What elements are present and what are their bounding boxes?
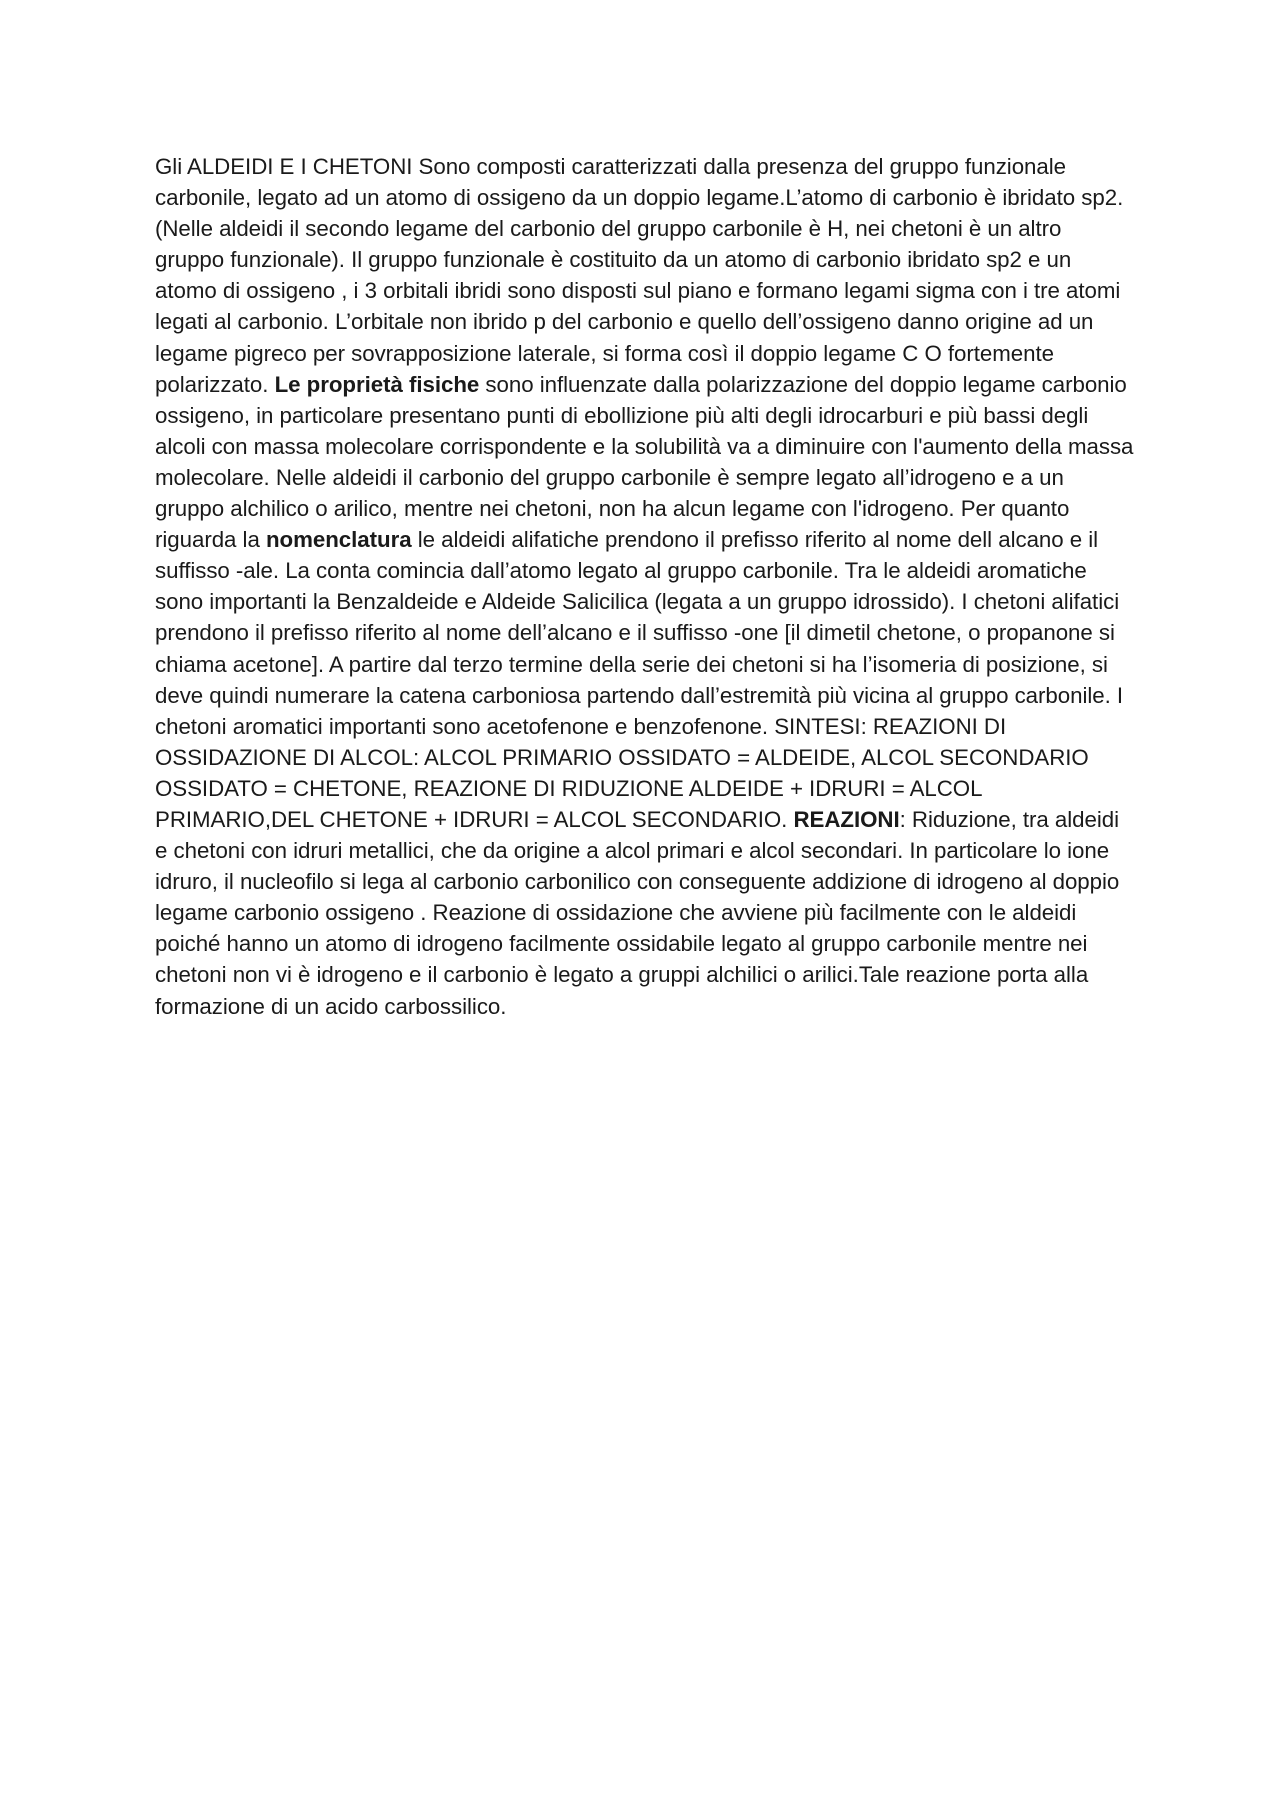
text-segment: : Riduzione, tra aldeidi e chetoni con idruri metallici, che da origine a alcol primari e alcol secondari. In particolare lo ione idruro, il nucleofilo si lega al carbonio carbonilico con conseguente addizione di idrogeno al doppio legame carbonio ossigeno . Reazione di ossidazione che avviene più facilmente con le aldeidi poiché hanno un atomo di idrogeno facilmente ossidabile legato al gruppo carbonile mentre nei chetoni non vi è idrogeno e il carbonio è legato a gruppi alchilici o arilici.Tale reazione porta alla formazione di un acido carbossilico.	[155, 806, 1120, 1019]
text-segment: Gli ALDEIDI E I CHETONI Sono composti caratterizzati dalla presenza del gruppo funzionale carbonile, legato ad un atomo di ossigeno da un doppio legame.L’atomo di carbonio è ibridato sp2. (Nelle aldeidi il secondo legame del carbonio del gruppo carbonile è H, nei chetoni è un altro gruppo funzionale). Il gruppo funzionale è costituito da un atomo di carbonio ibridato sp2 e un atomo di ossigeno , i 3 orbitali ibridi sono disposti sul piano e formano legami sigma con i tre atomi legati al carbonio. L’orbitale non ibrido p del carbonio e quello dell’ossigeno danno origine ad un legame pigreco per sovrapposizione laterale, si forma così il doppio legame C O fortemente polarizzato.	[155, 154, 1124, 397]
paragraph	[155, 151, 1135, 1022]
bold-heading-proprieta-fisiche: Le proprietà fisiche	[274, 371, 480, 397]
bold-heading-reazioni: REAZIONI	[793, 806, 900, 832]
text-segment: sono influenzate dalla polarizzazione del doppio legame carbonio ossigeno, in particolare presentano punti di ebollizione più alti degli idrocarburi e più bassi degli alcoli con massa molecolare corrispondente e la solubilità va a diminuire con l'aumento della massa molecolare. Nelle aldeidi il carbonio del gruppo carbonile è sempre legato all’idrogeno e a un gruppo alchilico o arilico, mentre nei chetoni, non ha alcun legame con l'idrogeno. Per quanto riguarda la	[155, 371, 1134, 553]
text-segment: le aldeidi alifatiche prendono il prefisso riferito al nome dell alcano e il suffisso -ale. La conta comincia dall’atomo legato al gruppo carbonile. Tra le aldeidi aromatiche sono importanti la Benzaldeide e Aldeide Salicilica (legata a un gruppo idrossido). I chetoni alifatici prendono il prefisso riferito al nome dell’alcano e il suffisso -one [il dimetil chetone, o propanone si chiama acetone]. A partire dal terzo termine della serie dei chetoni si ha l’isomeria di posizione, si deve quindi numerare la catena carboniosa partendo dall’estremità più vicina al gruppo carbonile. I chetoni aromatici importanti sono acetofenone e benzofenone. SINTESI: REAZIONI DI OSSIDAZIONE DI ALCOL: ALCOL PRIMARIO OSSIDATO = ALDEIDE, ALCOL SECONDARIO OSSIDATO = CHETONE, REAZIONE DI RIDUZIONE ALDEIDE + IDRURI = ALCOL PRIMARIO,DEL CHETONE + IDRURI = ALCOL SECONDARIO.	[155, 527, 1124, 832]
bold-heading-nomenclatura: nomenclatura	[265, 527, 412, 553]
document-body	[155, 151, 1135, 1022]
